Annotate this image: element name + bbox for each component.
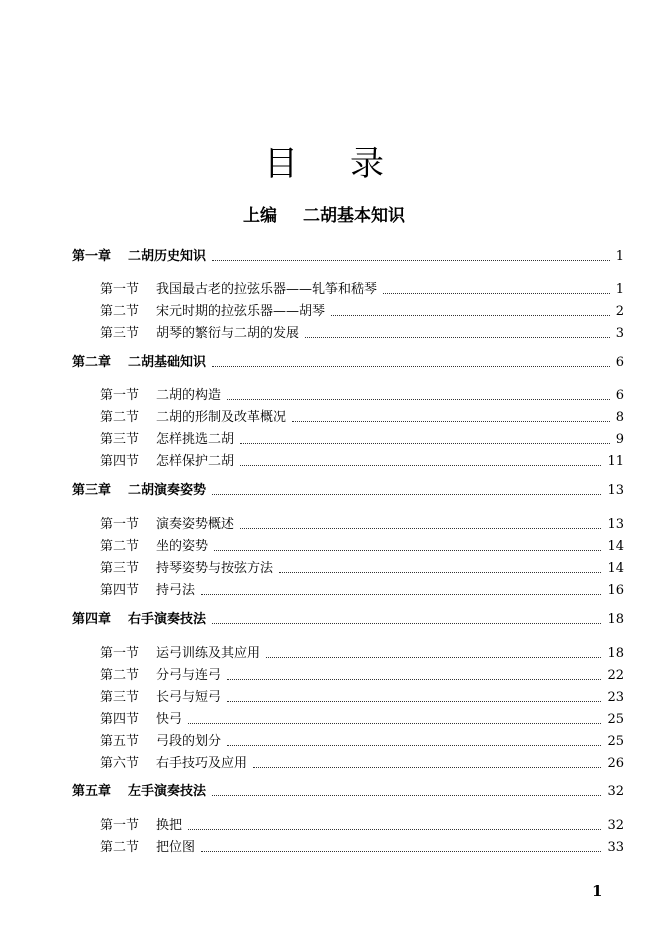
section-number: 第三节 [100,690,140,705]
dot-leader [227,679,601,680]
page-ref: 1 [615,282,624,297]
toc-section-entry [0,815,648,837]
section-title: 怎样保护二胡 [156,454,235,469]
dot-leader [240,528,601,529]
dot-leader [212,366,610,367]
toc-chapter-entry [0,781,648,803]
section-number: 第二节 [100,539,140,554]
dot-leader [188,829,601,830]
page-ref: 26 [607,756,624,771]
section-number: 第二节 [100,840,140,855]
page-ref: 22 [607,668,624,683]
toc-section-entry [0,753,648,775]
section-title: 分弓与连弓 [156,668,222,683]
dot-leader [201,594,601,595]
dot-leader [331,315,610,316]
section-title: 持琴姿势与按弦方法 [156,561,274,576]
page-ref: 18 [607,612,624,627]
page-ref: 25 [607,734,624,749]
dot-leader [240,443,610,444]
dot-leader [227,701,601,702]
dot-leader [201,851,601,852]
dot-leader [212,260,610,261]
section-title: 换把 [156,818,183,833]
section-number: 第四节 [100,583,140,598]
section-title: 快弓 [156,712,183,727]
toc-chapter-entry [0,246,648,268]
page-ref: 14 [607,561,624,576]
section-number: 第三节 [100,326,140,341]
toc-section-entry [0,323,648,345]
page-title: 目录 [264,143,436,184]
chapter-title: 二胡基础知识 [128,355,207,370]
dot-leader [279,572,601,573]
chapter-number: 第五章 [72,784,112,799]
toc-section-entry [0,643,648,665]
dot-leader [292,421,610,422]
dot-leader [266,657,601,658]
toc-section-entry [0,731,648,753]
section-title: 我国最古老的拉弦乐器——轧筝和嵇琴 [156,282,378,297]
dot-leader [214,550,601,551]
section-title: 长弓与短弓 [156,690,222,705]
part-name: 二胡基本知识 [303,206,405,226]
toc-section-entry [0,451,648,473]
toc-chapter-entry [0,609,648,631]
section-title: 坐的姿势 [156,539,209,554]
page-ref: 3 [615,326,624,341]
toc-section-entry [0,837,648,859]
page-number: 1 [592,882,603,900]
dot-leader [212,623,601,624]
section-title: 弓段的划分 [156,734,222,749]
page-ref: 13 [607,517,624,532]
toc-section-entry [0,301,648,323]
chapter-title: 二胡演奏姿势 [128,483,207,498]
dot-leader [188,723,601,724]
section-number: 第一节 [100,818,140,833]
toc-section-entry [0,558,648,580]
section-title: 演奏姿势概述 [156,517,235,532]
section-number: 第三节 [100,561,140,576]
toc-section-entry [0,385,648,407]
page-ref: 8 [615,410,624,425]
section-number: 第二节 [100,668,140,683]
page-ref: 14 [607,539,624,554]
section-title: 右手技巧及应用 [156,756,248,771]
section-title: 持弓法 [156,583,196,598]
toc-section-entry [0,279,648,301]
page-ref: 33 [607,840,624,855]
toc-section-entry [0,580,648,602]
section-number: 第二节 [100,304,140,319]
section-number: 第二节 [100,410,140,425]
chapter-number: 第一章 [72,249,112,264]
toc-chapter-entry [0,480,648,502]
part-label: 上编 [243,206,277,226]
section-title: 运弓训练及其应用 [156,646,261,661]
section-number: 第一节 [100,282,140,297]
section-number: 第四节 [100,454,140,469]
page-ref: 32 [607,818,624,833]
page-ref: 6 [615,388,624,403]
toc-section-entry [0,709,648,731]
toc-section-entry [0,536,648,558]
section-title: 怎样挑选二胡 [156,432,235,447]
section-title: 宋元时期的拉弦乐器——胡琴 [156,304,326,319]
section-number: 第五节 [100,734,140,749]
section-number: 第一节 [100,388,140,403]
chapter-number: 第三章 [72,483,112,498]
dot-leader [305,337,610,338]
dot-leader [227,399,610,400]
page-ref: 1 [615,249,624,264]
page-ref: 2 [615,304,624,319]
toc-section-entry [0,429,648,451]
page-ref: 11 [607,454,624,469]
dot-leader [253,767,601,768]
page-ref: 18 [607,646,624,661]
toc-section-entry [0,665,648,687]
section-title: 胡琴的繁衍与二胡的发展 [156,326,300,341]
section-number: 第六节 [100,756,140,771]
page-ref: 9 [615,432,624,447]
page-ref: 13 [607,483,624,498]
page-ref: 23 [607,690,624,705]
dot-leader [227,745,601,746]
toc-chapter-entry [0,352,648,374]
section-number: 第一节 [100,517,140,532]
dot-leader [240,465,601,466]
section-number: 第三节 [100,432,140,447]
chapter-number: 第四章 [72,612,112,627]
section-title: 二胡的构造 [156,388,222,403]
chapter-title: 二胡历史知识 [128,249,207,264]
dot-leader [383,293,610,294]
page-ref: 6 [615,355,624,370]
page-ref: 32 [607,784,624,799]
page-ref: 16 [607,583,624,598]
toc-section-entry [0,687,648,709]
dot-leader [212,795,601,796]
chapter-number: 第二章 [72,355,112,370]
toc-section-entry [0,514,648,536]
section-number: 第四节 [100,712,140,727]
page-ref: 25 [607,712,624,727]
chapter-title: 右手演奏技法 [128,612,207,627]
chapter-title: 左手演奏技法 [128,784,207,799]
section-title: 把位图 [156,840,196,855]
section-number: 第一节 [100,646,140,661]
dot-leader [212,494,601,495]
section-title: 二胡的形制及改革概况 [156,410,287,425]
toc-section-entry [0,407,648,429]
